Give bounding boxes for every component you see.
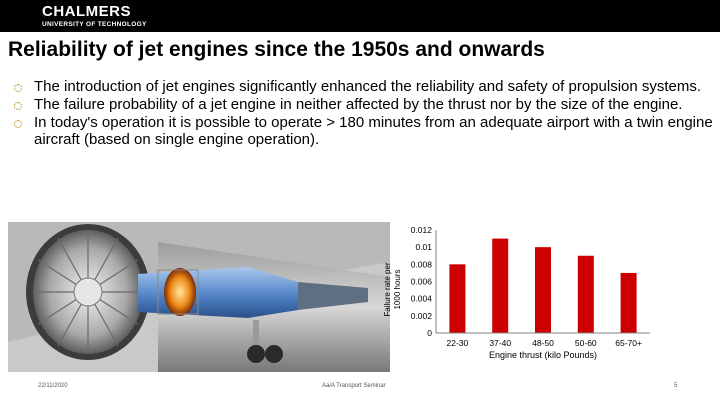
chalmers-logo bbox=[42, 4, 147, 29]
y-axis-title-line: Failure rate per bbox=[383, 262, 392, 317]
bar-22-30 bbox=[449, 264, 465, 333]
y-tick-label: 0.002 bbox=[410, 310, 432, 321]
x-tick-label: 22-30 bbox=[446, 338, 469, 348]
bullet-text: In today's operation it is possible to operate > 180 minutes from an adequate airport with a twin engine aircraft (based on single engine operation). bbox=[34, 114, 713, 148]
bar-65-70+ bbox=[621, 273, 637, 333]
x-axis-title: Engine thrust (kilo Pounds) bbox=[488, 350, 598, 360]
bar-37-40 bbox=[492, 239, 508, 333]
footer-center: Aa/A Transport Seminar bbox=[322, 383, 386, 389]
bullet-icon bbox=[14, 84, 22, 92]
slide-title: Reliability of jet engines since the 1950s and onwards bbox=[8, 38, 545, 61]
y-tick-label: 0.012 bbox=[410, 225, 432, 235]
y-tick-label: 0.004 bbox=[410, 293, 432, 304]
x-tick-labels bbox=[447, 338, 642, 348]
footer-date: 22/11/2020 bbox=[38, 383, 68, 389]
bullet-item bbox=[14, 78, 714, 95]
bars bbox=[449, 239, 636, 333]
x-tick-label: 50-60 bbox=[574, 338, 597, 348]
bullet-text: The introduction of jet engines significantly enhanced the reliability and safety of propulsion systems. bbox=[34, 78, 702, 95]
y-axis-label bbox=[383, 262, 402, 317]
y-axis-title-line: 1000 hours bbox=[393, 269, 402, 310]
y-tick-label: 0.01 bbox=[415, 242, 432, 253]
bullet-list bbox=[14, 78, 714, 149]
page-number: 5 bbox=[674, 383, 678, 389]
y-tick-label: 0.008 bbox=[410, 259, 432, 270]
bar-50-60 bbox=[578, 256, 594, 333]
bar-48-50 bbox=[535, 247, 551, 333]
failure-rate-chart bbox=[378, 215, 678, 370]
y-tick-labels bbox=[411, 225, 433, 338]
header-bar bbox=[0, 0, 720, 32]
x-tick-label: 37-40 bbox=[489, 338, 512, 348]
bullet-text: The failure probability of a jet engine in neither affected by the thrust nor by the size of the engine. bbox=[34, 96, 683, 113]
logo-subtitle: UNIVERSITY OF TECHNOLOGY bbox=[42, 21, 147, 28]
bullet-item bbox=[14, 114, 714, 148]
bullet-item bbox=[14, 96, 714, 113]
bullet-icon bbox=[14, 102, 22, 110]
y-tick-label: 0.006 bbox=[410, 276, 432, 287]
logo-name: CHALMERS bbox=[42, 3, 131, 20]
y-tick-label: 0 bbox=[427, 328, 432, 338]
x-tick-label: 48-50 bbox=[532, 338, 554, 348]
x-tick-label: 65-70+ bbox=[615, 338, 642, 348]
bullet-icon bbox=[14, 120, 22, 128]
jet-engine-image bbox=[8, 222, 390, 372]
